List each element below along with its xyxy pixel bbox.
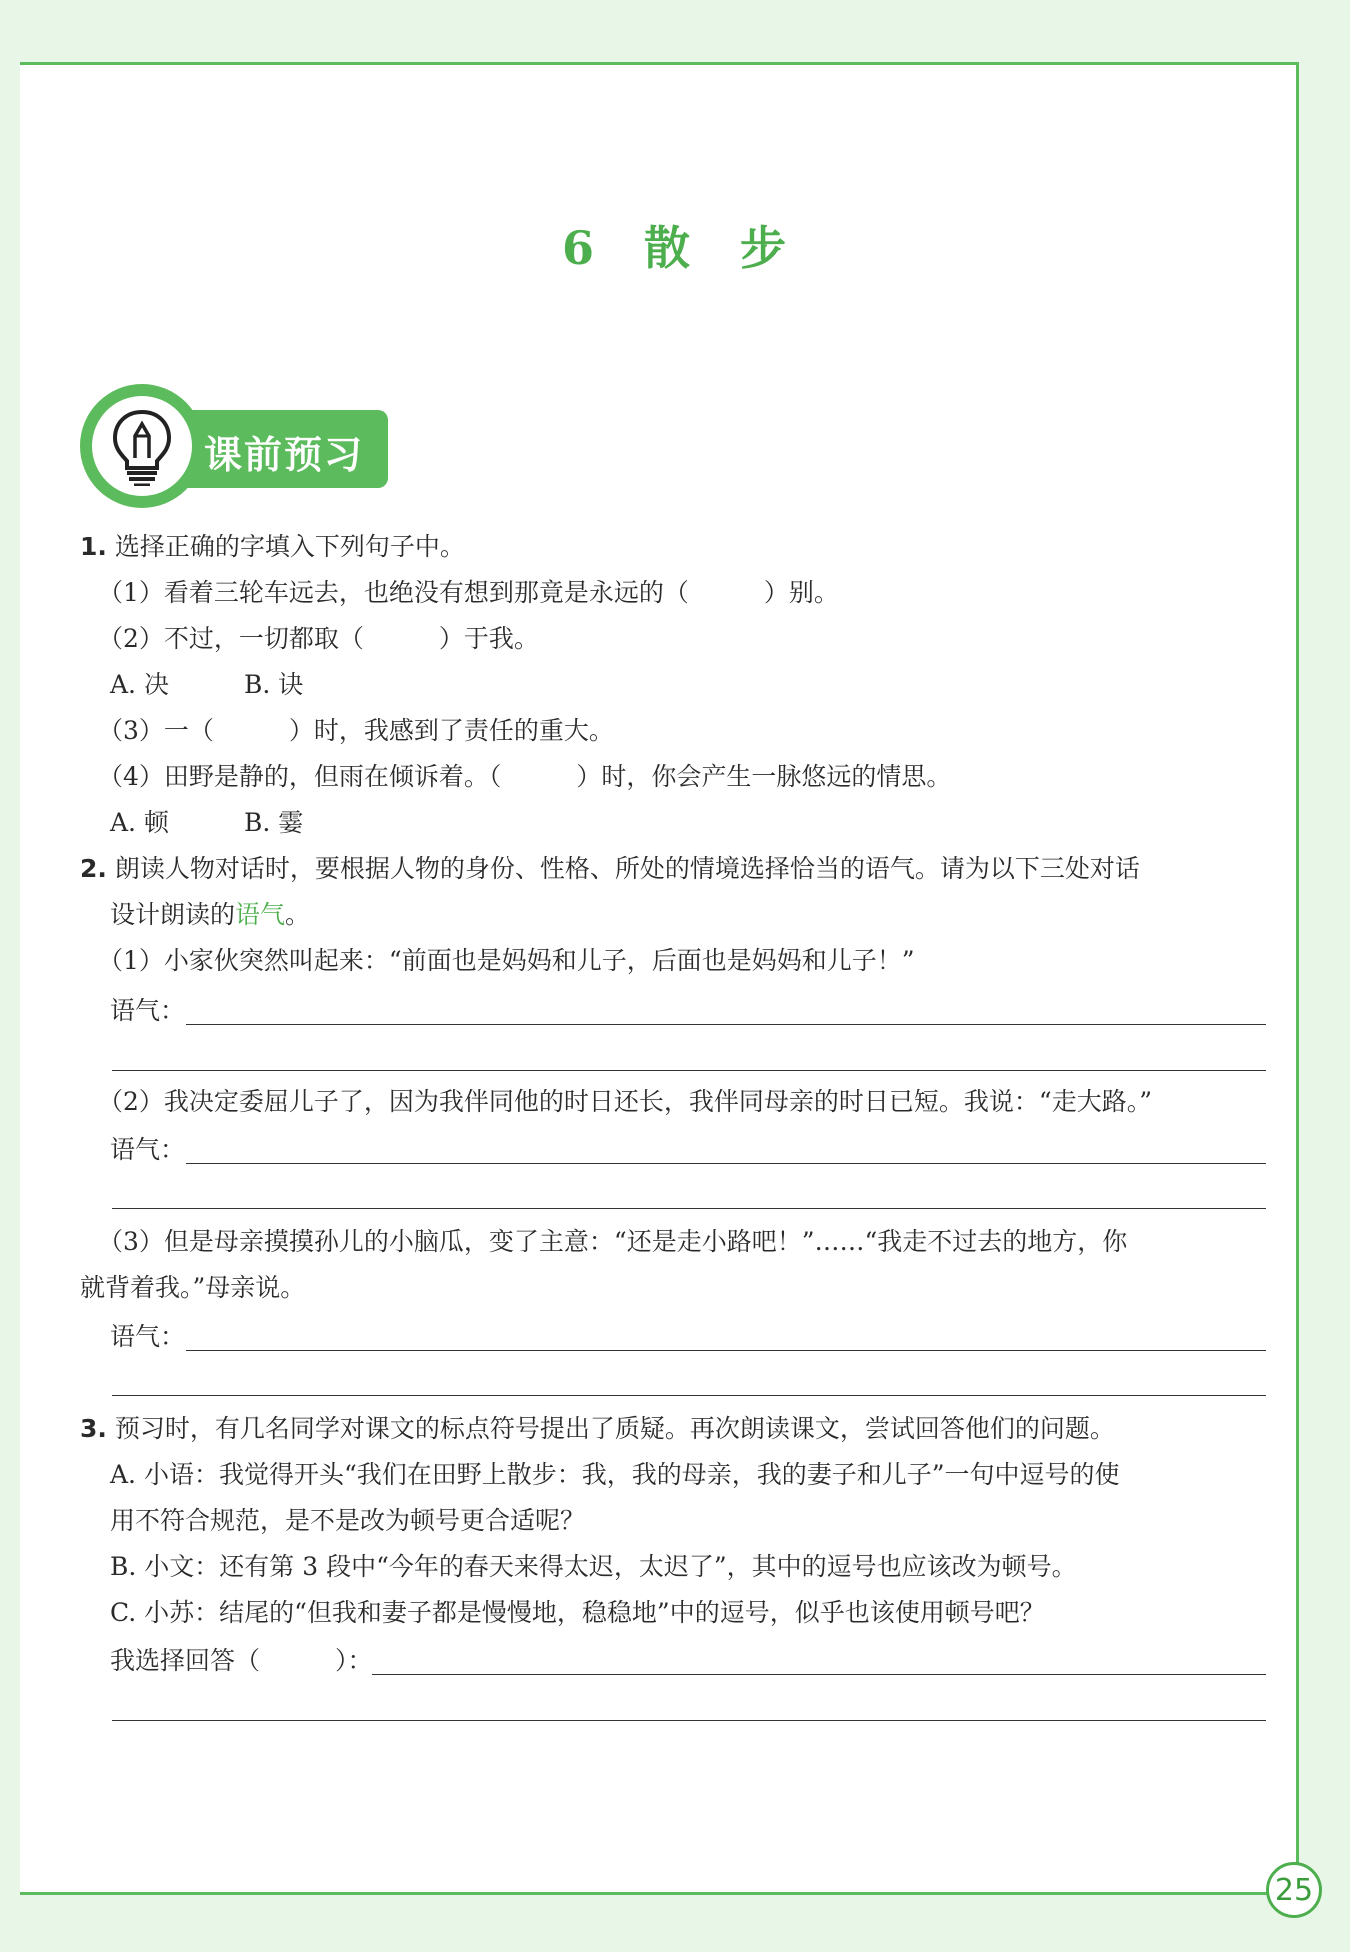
answer-line-q2-3b[interactable] [112,1395,1266,1396]
q1-prompt [80,530,465,564]
q2-prompt-part-a: 设计朗读的 [110,900,236,929]
q1-options-a: A. 决 B. 诀 [110,670,304,699]
section-label: 课前预习 [204,433,365,477]
q3-option-a-line-2: 用不符合规范，是不是改为顿号更合适呢？ [110,1506,586,1535]
q2-item-2: （2）我决定委屈儿子了，因为我伴同他的时日还长，我伴同母亲的时日已短。我说：“走大路。” [98,1087,1152,1116]
q2-item-3-line-2: 就背着我。”母亲说。 [80,1273,306,1302]
q3-number: 3. [80,1414,107,1443]
q3-answer-label: 我选择回答（ ）： [110,1646,373,1675]
q3-prompt-text: 预习时，有几名同学对课文的标点符号提出了质疑。再次朗读课文，尝试回答他们的问题。 [114,1414,1115,1443]
q1-number: 1. [80,532,107,561]
lesson-title-char-2: 步 [740,221,788,275]
lesson-number: 6 [561,221,596,275]
answer-line-q3-b[interactable] [112,1720,1266,1721]
lesson-title-char-1: 散 [644,221,692,275]
answer-line-q3-a[interactable] [372,1674,1266,1675]
q1-options-b: A. 顿 B. 霎 [110,808,304,837]
q3-option-b: B. 小文：还有第 3 段中“今年的春天来得太迟，太迟了”，其中的逗号也应该改为顿号。 [110,1552,1077,1581]
q1-item-4: （4）田野是静的，但雨在倾诉着。（ ）时，你会产生一脉悠远的情思。 [98,762,952,791]
q2-number: 2. [80,854,107,883]
answer-line-q2-2a[interactable] [186,1163,1266,1164]
q2-tone-label-2: 语气： [110,1135,186,1164]
q2-item-1: （1）小家伙突然叫起来：“前面也是妈妈和儿子，后面也是妈妈和儿子！” [98,946,915,975]
q3-prompt [80,1412,1115,1446]
q1-item-1: （1）看着三轮车远去，也绝没有想到那竟是永远的（ ）别。 [98,578,839,607]
q2-prompt-keyword: 语气 [235,900,286,929]
q2-tone-label-1: 语气： [110,996,186,1025]
answer-line-q2-3a[interactable] [186,1350,1266,1351]
q1-item-2: （2）不过，一切都取（ ）于我。 [98,624,539,653]
q2-prompt [80,852,1140,886]
q2-prompt-part-c: 。 [285,900,311,929]
q1-item-3: （3）一（ ）时，我感到了责任的重大。 [98,716,614,745]
q1-prompt-text: 选择正确的字填入下列句子中。 [114,532,465,561]
q2-prompt-line-1: 朗读人物对话时，要根据人物的身份、性格、所处的情境选择恰当的语气。请为以下三处对话 [114,854,1140,883]
q2-tone-label-3: 语气： [110,1322,186,1351]
q3-option-c: C. 小苏：结尾的“但我和妻子都是慢慢地，稳稳地”中的逗号，似乎也该使用顿号吧？ [110,1598,1045,1627]
page-number: 25 [1266,1862,1322,1918]
answer-line-q2-1a[interactable] [186,1024,1266,1025]
q2-prompt-line-2 [110,898,310,932]
answer-line-q2-1b[interactable] [112,1070,1266,1071]
answer-line-q2-2b[interactable] [112,1208,1266,1209]
q2-item-3-line-1: （3）但是母亲摸摸孙儿的小脑瓜，变了主意：“还是走小路吧！”……“我走不过去的地方，你 [98,1227,1128,1256]
q3-option-a-line-1: A. 小语：我觉得开头“我们在田野上散步：我，我的母亲，我的妻子和儿子”一句中逗号的使 [110,1460,1120,1489]
